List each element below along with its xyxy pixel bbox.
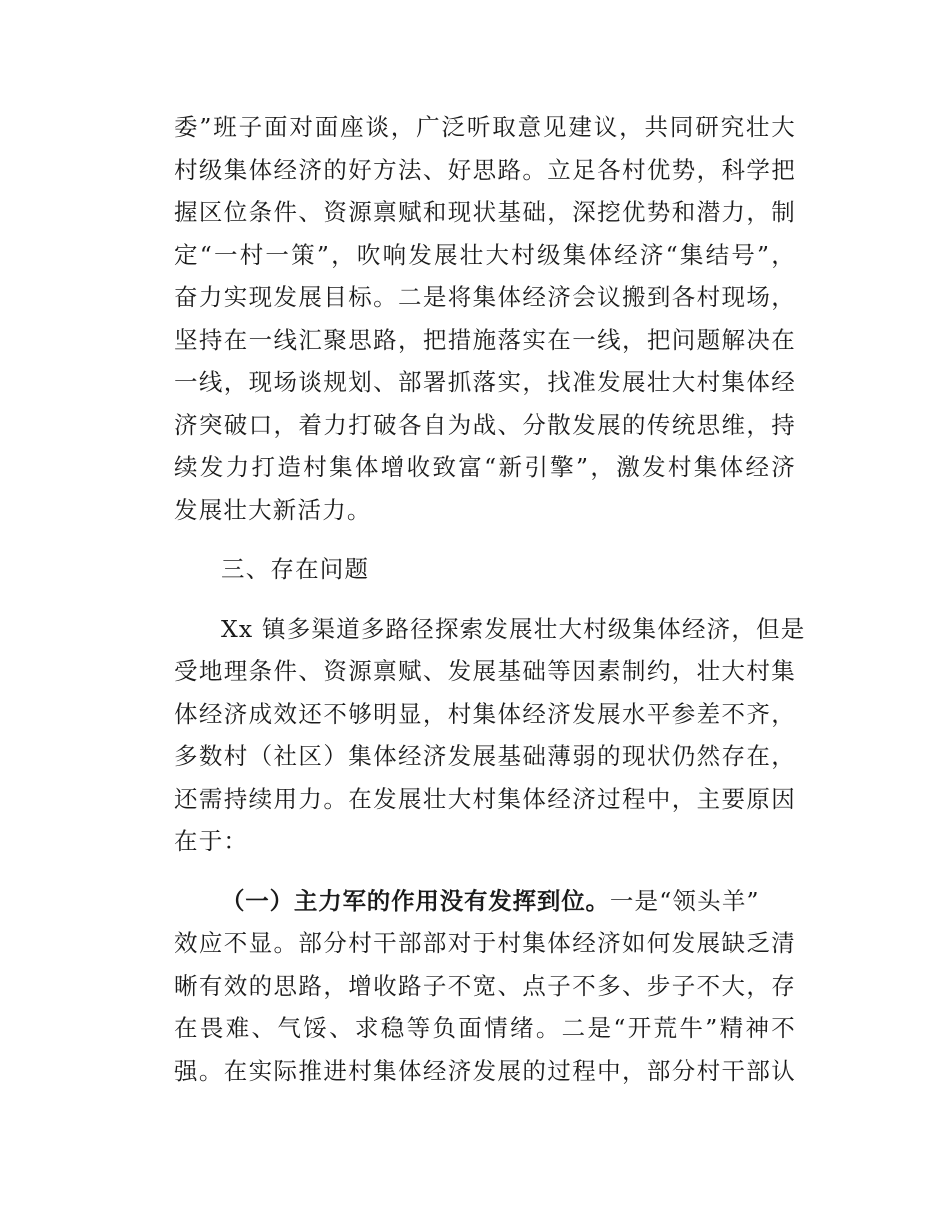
text-line: 握区位条件、资源禀赋和现状基础，深挖优势和潜力，制 <box>174 198 796 226</box>
text-line: 效应不显。部分村干部部对于村集体经济如何发展缺乏清 <box>174 929 796 957</box>
paragraph-spacer <box>174 531 796 548</box>
paragraph-spacer <box>174 863 796 880</box>
text-line: 体经济成效还不够明显，村集体经济发展水平参差不齐， <box>174 699 796 728</box>
text-line: 奋力实现发展目标。二是将集体经济会议搬到各村现场， <box>174 283 796 311</box>
document-body <box>174 106 806 1092</box>
text-line: 续发力打造村集体增收致富“新引擎”，激发村集体经济 <box>174 453 796 481</box>
text-line: 在畏难、气馁、求稳等负面情绪。二是“开荒牛”精神不 <box>174 1014 796 1042</box>
text-line: 受地理条件、资源禀赋、发展基础等因素制约，壮大村集 <box>174 657 796 685</box>
text-line: 济突破口，着力打破各自为战、分散发展的传统思维，持 <box>174 410 796 439</box>
text-line: 坚持在一线汇聚思路，把措施落实在一线，把问题解决在 <box>174 325 796 354</box>
text-line: 在于： <box>174 827 249 855</box>
text-line: 定“一村一策”，吹响发展壮大村级集体经济“集结号”， <box>174 240 796 269</box>
text-line: 一线，现场谈规划、部署抓落实，找准发展壮大村集体经 <box>174 368 796 396</box>
subheading-bold: （一）主力军的作用没有发挥到位。 <box>221 886 610 915</box>
section-heading: 三、存在问题 <box>221 555 370 583</box>
text-line: 晰有效的思路，增收路子不宽、点子不多、步子不大，存 <box>174 971 796 1000</box>
text-line: 发展壮大新活力。 <box>174 495 372 524</box>
text-line <box>174 880 796 923</box>
text-line: 村级集体经济的好方法、好思路。立足各村优势，科学把 <box>174 155 796 184</box>
paragraph-spacer <box>174 591 796 608</box>
paragraph-continuation <box>174 106 796 531</box>
text-line: 强。在实际推进村集体经济发展的过程中，部分村干部认 <box>174 1056 796 1085</box>
text-line: 委”班子面对面座谈，广泛听取意见建议，共同研究壮大 <box>174 113 796 141</box>
text-line: 还需持续用力。在发展壮大村集体经济过程中，主要原因 <box>174 784 796 813</box>
text-line: 多数村（社区）集体经济发展基础薄弱的现状仍然存在， <box>174 742 796 770</box>
paragraph-main-force <box>174 880 796 1093</box>
text-line: Xx 镇多渠道多路径探索发展壮大村级集体经济，但是 <box>221 614 806 643</box>
paragraph-problems <box>174 608 806 863</box>
text-line-rest: 一是“领头羊” <box>609 886 760 915</box>
